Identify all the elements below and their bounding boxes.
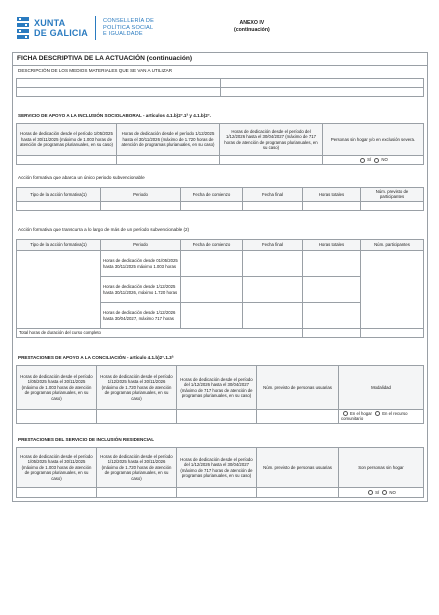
- horas-2027-input[interactable]: [303, 303, 361, 329]
- unico-periodo-table: [16, 187, 424, 211]
- col-sin-hogar: Son personas sin hogar: [339, 448, 424, 488]
- res-2026-input[interactable]: [97, 488, 177, 498]
- fecha-comienzo-2027-input[interactable]: [181, 303, 243, 329]
- section-conciliacion-title: PRESTACIONES DE APOYO A LA CONCILIACIÓN - artículo 4.1.b)2°.1.3ª: [18, 355, 174, 360]
- si-radio[interactable]: [368, 490, 373, 495]
- col-usuarias: Núm. previsto de personas usuarias: [257, 448, 339, 488]
- col-tipo-accion: Tipo de la acción formativa(1): [17, 188, 101, 202]
- hogar-label: En el hogar: [350, 411, 372, 416]
- total-horas-input[interactable]: [303, 329, 361, 338]
- col-fecha-comienzo: Fecha de comienzo: [181, 240, 243, 251]
- annex-label: [234, 20, 270, 34]
- periodo-2025-label: Horas de dedicación desde 01/05/2025 hasta 30/11/2025 máximo 1.003 horas: [101, 251, 181, 277]
- title-divider: [13, 65, 427, 66]
- col-fecha-final: Fecha final: [243, 240, 303, 251]
- section-apoyo-inclusion-title: SERVICIO DE APOYO A LA INCLUSIÓN SOCIOLABORAL - artículos 4.1.b)2°.1ª y 4.1.b)2°.: [18, 113, 211, 118]
- col-hours-2027: Horas de dedicación desde el período del 1/12/2026 hasta el 30/04/2027 (máximo de 717 horas de atención de programas plurianuales, en su caso): [177, 448, 257, 488]
- medios-input-2[interactable]: [221, 79, 424, 88]
- recurso-radio[interactable]: [375, 411, 380, 416]
- section-varios-periodos-title: Acción formativa que transcurra a lo largo de más de un período subvencionable (2): [18, 227, 190, 232]
- col-hours-2025: Horas de dedicación desde el período 1/05/2025 hasta el 30/11/2025 (máximo de 1.003 horas de atención de programas plurianuales, en su caso): [17, 366, 97, 410]
- col-hours-2025: Horas de dedicación desde el período 1/05/2025 hasta el 30/11/2025 (máximo de 1.003 horas de atención de programas plurianuales, en su caso): [17, 124, 117, 156]
- col-fecha-comienzo: Fecha de comienzo: [181, 188, 243, 202]
- logo-wordmark: [34, 18, 88, 38]
- participantes-input[interactable]: [361, 201, 424, 210]
- recurso-label: En el recurso comunitario: [341, 411, 408, 422]
- logo-divider: [95, 16, 96, 40]
- logo-line2: DE GALICIA: [34, 28, 89, 38]
- col-hours-2027: Horas de dedicación desde el período del 1/12/2026 hasta el 30/04/2027 (máximo de 717 horas de atención de programas plurianuales, en su caso): [177, 366, 257, 410]
- section-unico-periodo-title: Acción formativa que abarca un único periodo subvencionable: [18, 175, 145, 180]
- no-radio[interactable]: [382, 490, 387, 495]
- tipo-accion-multi-input[interactable]: [17, 251, 101, 329]
- total-blank-cell: [361, 329, 424, 338]
- col-horas-totales: Horas totales: [303, 188, 361, 202]
- col-horas-totales: Horas totales: [303, 240, 361, 251]
- logo-sub1: CONSELLERÍA DE: [103, 18, 155, 25]
- medios-table: [16, 78, 424, 97]
- col-hours-2027: Horas de dedicación desde el período del 1/12/2026 hasta el 30/04/2027 (máximo de 717 horas de atención de programas plurianuales, en su caso): [220, 124, 323, 156]
- conc-2027-input[interactable]: [177, 410, 257, 424]
- col-hours-2026: Horas de dedicación desde el período 1/12/2025 hasta el 30/11/2026 (máximo de 1.720 horas de atención de programas plurianuales, en su caso): [97, 448, 177, 488]
- logo-department: [103, 18, 154, 38]
- varios-periodos-table: [16, 239, 424, 338]
- apoyo-inclusion-table: [16, 123, 424, 165]
- sin-hogar-choice: [323, 156, 424, 165]
- medios-input-1[interactable]: [17, 79, 221, 88]
- medios-label: DESCRIPCIÓN DE LOS MEDIOS MATERIALES QUE SE VAN A UTILIZAR: [18, 68, 173, 73]
- no-label: NO: [389, 489, 396, 495]
- res-usuarias-input[interactable]: [257, 488, 339, 498]
- hours-2027-input[interactable]: [220, 156, 323, 165]
- fecha-comienzo-input[interactable]: [181, 201, 243, 210]
- horas-2026-input[interactable]: [303, 277, 361, 303]
- residencial-table: [16, 447, 424, 498]
- annex-title: ANEXO IV: [239, 20, 265, 26]
- fecha-comienzo-2025-input[interactable]: [181, 251, 243, 277]
- col-fecha-final: Fecha final: [243, 188, 303, 202]
- horas-2025-input[interactable]: [303, 251, 361, 277]
- logo-line1: XUNTA: [34, 18, 66, 28]
- hours-2026-input[interactable]: [117, 156, 220, 165]
- conc-2025-input[interactable]: [17, 410, 97, 424]
- col-hours-2026: Horas de dedicación desde el período 1/12/2025 hasta el 30/11/2026 (máximo de 1.720 horas de atención de programas plurianuales, en su caso): [97, 366, 177, 410]
- conc-usuarias-input[interactable]: [257, 410, 339, 424]
- medios-input-4[interactable]: [221, 88, 424, 97]
- si-radio[interactable]: [360, 158, 365, 163]
- si-label: SÍ: [367, 157, 372, 163]
- periodo-2026-label: Horas de dedicación desde 1/12/2025 hasta 30/11/2026, máximo 1.720 horas: [101, 277, 181, 303]
- col-periodo: Periodo: [101, 188, 181, 202]
- fecha-final-2025-input[interactable]: [243, 251, 303, 277]
- horas-totales-input[interactable]: [303, 201, 361, 210]
- hours-2025-input[interactable]: [17, 156, 117, 165]
- fecha-final-2026-input[interactable]: [243, 277, 303, 303]
- res-2027-input[interactable]: [177, 488, 257, 498]
- periodo-2027-label: Horas de dedicación desde 1/12/2026 hasta 30/04/2027, máximo 717 horas: [101, 303, 181, 329]
- col-modalidad: Modalidad: [339, 366, 424, 410]
- no-radio[interactable]: [374, 158, 379, 163]
- conc-2026-input[interactable]: [97, 410, 177, 424]
- section-residencial-title: PRESTACIONES DEL SERVICIO DE INCLUSIÓN RESIDENCIAL: [18, 437, 155, 442]
- fecha-final-input[interactable]: [243, 201, 303, 210]
- participantes-multi-input[interactable]: [361, 251, 424, 329]
- no-label: NO: [381, 157, 388, 163]
- periodo-input[interactable]: [101, 201, 181, 210]
- col-usuarias: Núm. previsto de personas usuarias: [257, 366, 339, 410]
- logo-sub3: E IGUALDADE: [103, 31, 143, 38]
- page-header: [12, 16, 427, 46]
- col-tipo-accion: Tipo de la acción formativa(1): [17, 240, 101, 251]
- fecha-comienzo-2026-input[interactable]: [181, 277, 243, 303]
- col-hours-2026: Horas de dedicación desde el período 1/12/2025 hasta el 30/11/2026 (máximo de 1.720 horas de atención de programas plurianuales, en su caso): [117, 124, 220, 156]
- conciliacion-table: [16, 365, 424, 424]
- si-label: SÍ: [375, 489, 380, 495]
- fecha-final-2027-input[interactable]: [243, 303, 303, 329]
- medios-input-3[interactable]: [17, 88, 221, 97]
- col-periodo: Periodo: [101, 240, 181, 251]
- modalidad-choice: [339, 410, 424, 424]
- col-participantes: Núm. previsto de participantes: [361, 188, 424, 202]
- total-horas-label: Total horas de duración del curso completo: [17, 329, 303, 338]
- res-2025-input[interactable]: [17, 488, 97, 498]
- col-participantes: Núm. participantes: [361, 240, 424, 251]
- form-title: FICHA DESCRIPTIVA DE LA ACTUACIÓN (continuación): [17, 55, 193, 62]
- col-sin-hogar: Personas sin hogar y/o en exclusión severa.: [323, 124, 424, 156]
- annex-subtitle: (continuación): [234, 27, 270, 33]
- xunta-emblem-icon: [16, 16, 30, 40]
- tipo-accion-input[interactable]: [17, 201, 101, 210]
- logo-sub2: POLÍTICA SOCIAL: [103, 24, 154, 31]
- xunta-logo: [16, 16, 154, 40]
- res-sin-hogar-choice: [339, 488, 424, 498]
- col-hours-2025: Horas de dedicación desde el período 1/05/2025 hasta el 30/11/2025 (máximo de 1.003 horas de atención de programas plurianuales, en su caso): [17, 448, 97, 488]
- form-frame: [12, 52, 428, 502]
